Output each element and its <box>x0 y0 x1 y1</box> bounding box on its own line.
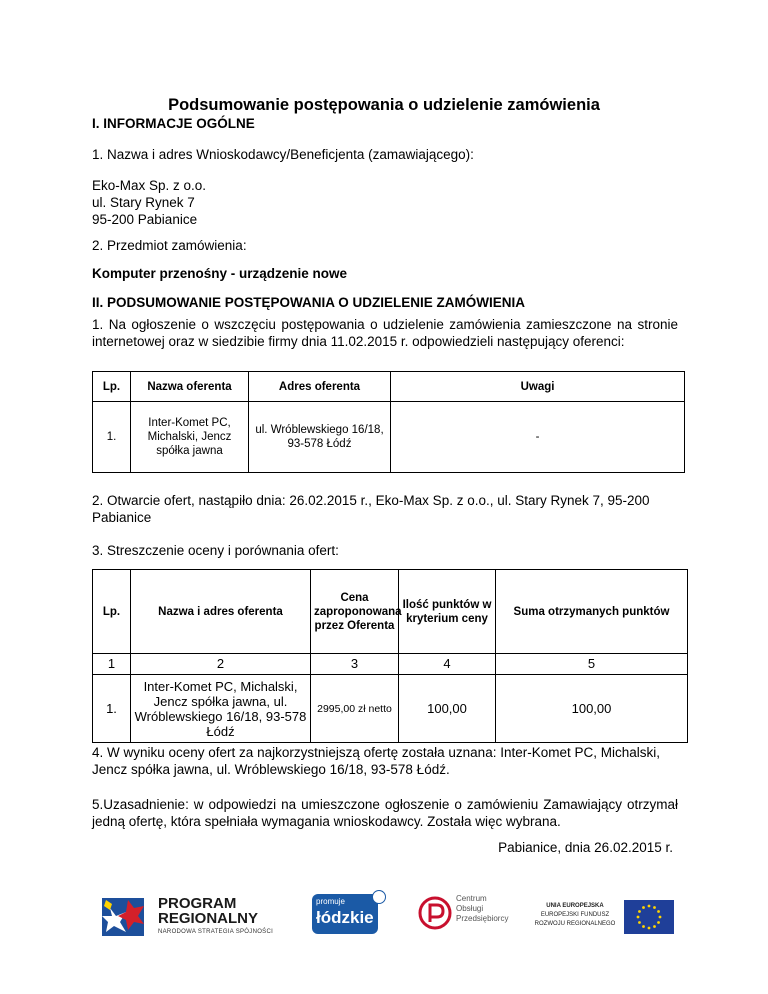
column-number: 3 <box>311 654 399 675</box>
cell-price-points: 100,00 <box>399 675 496 743</box>
eu-star-icon <box>653 906 656 909</box>
eu-star-icon <box>657 921 660 924</box>
cell-total-points: 100,00 <box>496 675 688 743</box>
cop-line-1: Centrum <box>456 894 487 903</box>
order-subject: Komputer przenośny - urządzenie nowe <box>92 266 348 281</box>
promuje-lodzkie-logo <box>310 890 390 938</box>
program-regionalny-logo <box>100 892 290 944</box>
eu-star-icon <box>657 910 660 913</box>
page-title: Podsumowanie postępowania o udzielenie zamówienia <box>168 96 600 114</box>
offerors-table <box>92 371 685 473</box>
eu-star-icon <box>637 916 640 919</box>
program-title-1: PROGRAM <box>158 895 237 912</box>
footer-logos <box>100 880 680 950</box>
program-title-2: REGIONALNY <box>158 910 259 927</box>
header-price: Cena zaproponowana przez Oferenta <box>311 570 399 654</box>
eu-star-icon <box>642 906 645 909</box>
address-line-2: ul. Stary Rynek 7 <box>92 195 195 210</box>
eu-star-icon <box>638 910 641 913</box>
section-1-title: I. INFORMACJE OGÓLNE <box>92 116 255 131</box>
cell-lp: 1. <box>93 402 131 473</box>
eu-star-icon <box>659 916 662 919</box>
eu-logo <box>532 900 680 936</box>
eu-star-icon <box>638 921 641 924</box>
item-2-label: 2. Przedmiot zamówienia: <box>92 238 247 253</box>
place-and-date: Pabianice, dnia 26.02.2015 r. <box>498 840 673 855</box>
column-number: 2 <box>131 654 311 675</box>
item-1-label: 1. Nazwa i adres Wnioskodawcy/Beneficjenta (zamawiającego): <box>92 147 474 162</box>
table-row <box>93 675 688 743</box>
table-header-row <box>93 372 685 402</box>
header-offeror-name-address: Nazwa i adres oferenta <box>131 570 311 654</box>
cell-offeror-address: ul. Wróblewskiego 16/18, 93-578 Łódź <box>249 402 391 473</box>
eu-line-1: UNIA EUROPEJSKA <box>546 903 604 909</box>
address-line-1: Eko-Max Sp. z o.o. <box>92 178 207 193</box>
eu-star-icon <box>648 905 651 908</box>
header-total-points: Suma otrzymanych punktów <box>496 570 688 654</box>
paragraph-4: 4. W wyniku oceny ofert za najkorzystniejszą ofertę została uznana: Inter-Komet PC, Michalski, Jencz spółka jawna, ul. Wróblewskiego 16/18, 93-578 Łódź. <box>92 745 660 777</box>
header-price-points: Ilość punktów w kryterium ceny <box>399 570 496 654</box>
paragraph-5: 5.Uzasadnienie: w odpowiedzi na umieszczone ogłoszenie o zamówieniu Zamawiający otrzymał jedną ofertę, która spełniała wymagania wnioskodawcy. Została więc wybrana. <box>92 797 678 829</box>
column-number: 1 <box>93 654 131 675</box>
paragraph-2: 2. Otwarcie ofert, nastąpiło dnia: 26.02.2015 r., Eko-Max Sp. z o.o., ul. Stary Rynek 7, 95-200 Pabianice <box>92 493 650 525</box>
evaluation-table <box>92 569 688 743</box>
cell-lp: 1. <box>93 675 131 743</box>
cop-line-2: Obsługi <box>456 904 484 913</box>
table-header-row <box>93 570 688 654</box>
eu-star-icon <box>642 925 645 928</box>
cell-price: 2995,00 zł netto <box>311 675 399 743</box>
header-remarks: Uwagi <box>391 372 685 402</box>
applicant-address <box>92 177 206 228</box>
paragraph-1: 1. Na ogłoszenie o wszczęciu postępowania o udzielenie zamówienia zamieszczone na stronie internetowej oraz w siedzibie firmy dnia 11.02.2015 r. odpowiedzieli następujący oferenci: <box>92 317 678 349</box>
program-regionalny-emblem-icon <box>100 894 150 940</box>
header-offeror-address: Adres oferenta <box>249 372 391 402</box>
paragraph-3: 3. Streszczenie oceny i porównania ofert: <box>92 543 339 558</box>
column-number-row <box>93 654 688 675</box>
cop-line-3: Przedsiębiorcy <box>456 914 509 923</box>
lodzkie-text: łódzkie <box>316 908 374 927</box>
eu-flag-icon <box>624 900 674 934</box>
address-line-3: 95-200 Pabianice <box>92 212 198 227</box>
lodzkie-mark-icon <box>372 890 386 904</box>
eu-star-icon <box>653 925 656 928</box>
eu-line-2: EUROPEJSKI FUNDUSZ <box>540 912 610 918</box>
header-offeror-name: Nazwa oferenta <box>131 372 249 402</box>
cop-logo <box>418 894 528 942</box>
cell-offeror-name-address: Inter-Komet PC, Michalski, Jencz spółka jawna, ul. Wróblewskiego 16/18, 93-578 Łódź <box>131 675 311 743</box>
program-subtitle: NARODOWA STRATEGIA SPÓJNOŚCI <box>158 929 274 935</box>
cell-remarks: - <box>391 402 685 473</box>
column-number: 5 <box>496 654 688 675</box>
header-lp: Lp. <box>93 570 131 654</box>
table-row <box>93 402 685 473</box>
cop-emblem-icon <box>418 896 452 930</box>
cell-offeror-name: Inter-Komet PC, Michalski, Jencz spółka jawna <box>131 402 249 473</box>
column-number: 4 <box>399 654 496 675</box>
header-lp: Lp. <box>93 372 131 402</box>
eu-star-icon <box>648 927 651 930</box>
eu-line-3: ROZWOJU REGIONALNEGO <box>534 921 616 927</box>
promuje-text: promuje <box>316 897 345 906</box>
section-2-title: II. PODSUMOWANIE POSTĘPOWANIA O UDZIELENIE ZAMÓWIENIA <box>92 295 526 310</box>
